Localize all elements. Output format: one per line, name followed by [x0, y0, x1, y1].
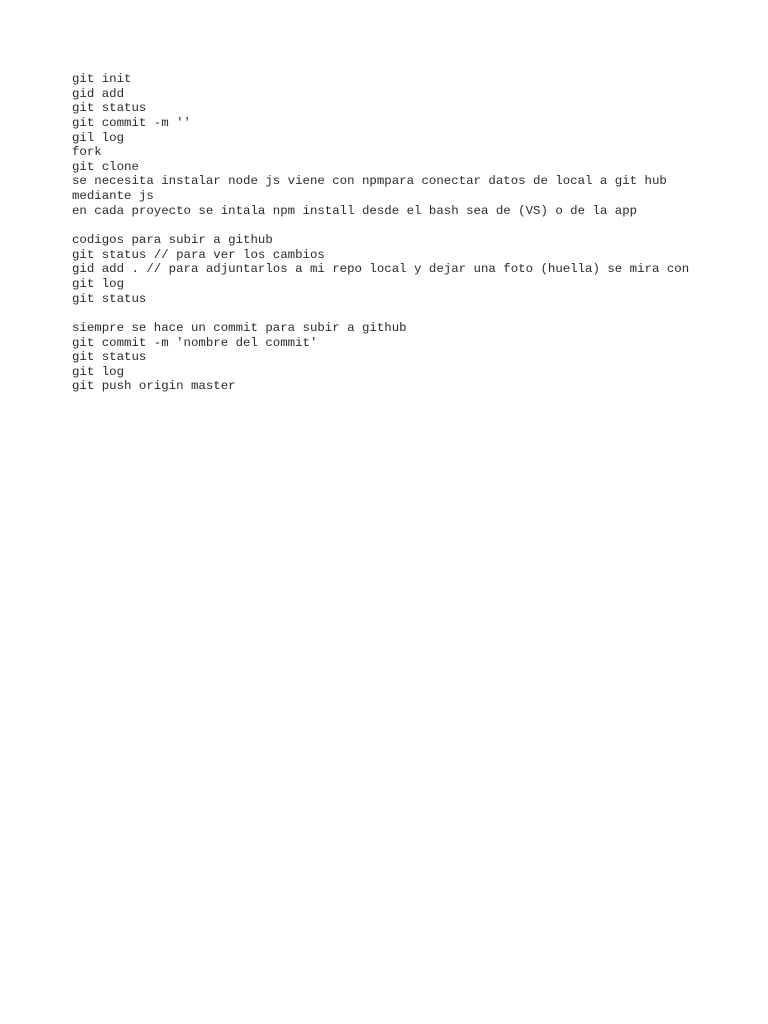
text-line: mediante js	[72, 189, 154, 204]
text-line: git clone	[72, 159, 139, 174]
text-line: git status	[72, 291, 147, 306]
blank-line	[72, 218, 752, 233]
text-line: git status	[72, 101, 147, 116]
document-body	[72, 72, 752, 394]
text-line: git status	[72, 350, 147, 365]
text-line: git push origin master	[72, 379, 236, 394]
blank-line	[72, 306, 752, 321]
text-line: git init	[72, 72, 132, 86]
text-line: git status // para ver los cambios	[72, 247, 325, 262]
text-line: gid add	[72, 86, 125, 101]
text-line: fork	[72, 145, 102, 160]
text-line: git commit -m 'nombre del commit'	[72, 335, 318, 350]
text-line: en cada proyecto se intala npm install desde el bash sea de (VS) o de la app	[72, 203, 638, 218]
text-line: se necesita instalar node js viene con npmpara conectar datos de local a git hub	[72, 174, 667, 189]
text-line: siempre se hace un commit para subir a github	[72, 320, 407, 335]
text-line: git log	[72, 276, 125, 291]
text-line: git commit -m ''	[72, 115, 191, 130]
text-line: git log	[72, 364, 125, 379]
text-line: codigos para subir a github	[72, 233, 273, 248]
text-line: gil log	[72, 130, 125, 145]
text-line: gid add . // para adjuntarlos a mi repo local y dejar una foto (huella) se mira con	[72, 262, 690, 277]
